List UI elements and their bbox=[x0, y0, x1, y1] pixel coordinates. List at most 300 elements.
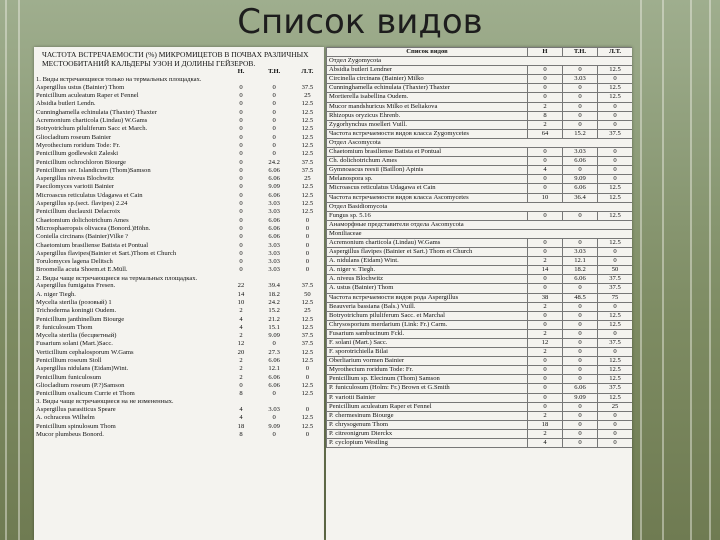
frequency-value: 12.5 bbox=[301, 298, 314, 306]
frequency-value: 2 bbox=[528, 429, 563, 438]
table-row bbox=[327, 275, 633, 284]
frequency-value: 6.06 bbox=[563, 384, 598, 393]
frequency-value: 9.09 bbox=[268, 183, 280, 191]
frequency-value: 8 bbox=[528, 111, 563, 120]
frequency-value: 3.03 bbox=[563, 248, 598, 257]
frequency-value: 0 bbox=[563, 348, 598, 357]
right-table-header-row bbox=[327, 48, 633, 57]
table-row bbox=[327, 339, 633, 348]
species-name: Coniella circinans (Bainier)Vilke ? bbox=[36, 233, 129, 241]
slide-title: Список видов bbox=[237, 2, 483, 42]
species-name: Torulomyces lagena Delitsch bbox=[36, 258, 113, 266]
frequency-value: 12.5 bbox=[598, 375, 633, 384]
section-row bbox=[34, 275, 324, 283]
frequency-value: 0 bbox=[239, 249, 243, 257]
frequency-value: 0 bbox=[528, 184, 563, 193]
frequency-value: 6.06 bbox=[268, 166, 280, 174]
frequency-value: 12 bbox=[237, 340, 245, 348]
frequency-value: 12.5 bbox=[301, 108, 314, 116]
frequency-value: 37.5 bbox=[598, 129, 633, 138]
frequency-value: 0 bbox=[598, 111, 633, 120]
frequency-value: 0 bbox=[563, 357, 598, 366]
species-name: Penicillium aculeatum Raper et Fennel bbox=[327, 402, 528, 411]
frequency-value: 0 bbox=[598, 329, 633, 338]
frequency-value: 0 bbox=[239, 100, 243, 108]
frequency-value: 22 bbox=[237, 282, 245, 290]
frequency-value: 3.03 bbox=[268, 200, 280, 208]
left-col-header: Т.Н. bbox=[268, 68, 281, 75]
table-row bbox=[327, 175, 633, 184]
frequency-value: 0 bbox=[239, 150, 243, 158]
table-row bbox=[34, 390, 324, 398]
frequency-value: 0 bbox=[272, 83, 276, 91]
frequency-value: 2 bbox=[239, 373, 243, 381]
species-name: Penicillium ochrochloron Biourge bbox=[36, 158, 126, 166]
frequency-value: 3.03 bbox=[268, 208, 280, 216]
table-row bbox=[34, 282, 324, 290]
species-name: Gliocladium roseum Bainier bbox=[36, 133, 112, 141]
frequency-value: 4 bbox=[528, 166, 563, 175]
table-row bbox=[34, 374, 324, 382]
table-row bbox=[327, 439, 633, 448]
frequency-value: 0 bbox=[305, 430, 310, 438]
frequency-value: 3.03 bbox=[268, 241, 280, 249]
species-name: Penicillium aculeatum Raper et Fennel bbox=[36, 92, 139, 100]
frequency-value: 24.2 bbox=[268, 298, 280, 306]
frequency-value: 0 bbox=[239, 125, 243, 133]
frequency-value: 6.06 bbox=[268, 381, 280, 389]
species-name: Beauveria bassiana (Bals.) Vuill. bbox=[327, 302, 528, 311]
species-name: Penicillium duclauxii Delacroix bbox=[36, 208, 121, 216]
frequency-value: 37.5 bbox=[301, 340, 314, 348]
species-name: P. funiculosum (Holm: Fr.) Brown et G.Smith bbox=[327, 384, 528, 393]
frequency-value: 0 bbox=[272, 133, 276, 141]
table-row bbox=[327, 129, 633, 138]
table-row bbox=[34, 250, 324, 258]
table-row bbox=[327, 157, 633, 166]
frequency-value: 0 bbox=[528, 175, 563, 184]
species-name: Myrothecium roridum Tode: Fr. bbox=[327, 366, 528, 375]
frequency-value: 3.03 bbox=[268, 406, 280, 414]
table-row bbox=[327, 120, 633, 129]
left-col-header: Л.Т. bbox=[301, 68, 314, 75]
frequency-value: 37.5 bbox=[301, 83, 314, 91]
frequency-value: 9.09 bbox=[268, 332, 280, 340]
table-row bbox=[34, 307, 324, 315]
frequency-value: 24.2 bbox=[268, 158, 280, 166]
frequency-value: 14 bbox=[237, 290, 245, 298]
species-name: Penicillium ser. Islandicum (Thom)Samson bbox=[36, 166, 151, 174]
table-row bbox=[327, 266, 633, 275]
frequency-value: 3.03 bbox=[268, 249, 280, 257]
section-title: Отдел Basidiomycota bbox=[327, 202, 633, 211]
frequency-value: 0 bbox=[598, 348, 633, 357]
section-row bbox=[327, 57, 633, 66]
frequency-value: 2 bbox=[528, 329, 563, 338]
table-row bbox=[34, 167, 324, 175]
table-row bbox=[327, 184, 633, 193]
frequency-value: 0 bbox=[528, 84, 563, 93]
frequency-value: 12.5 bbox=[301, 141, 314, 149]
species-name: Chaetomium brasiliense Batista et Pontual bbox=[327, 148, 528, 157]
frequency-value: 48.5 bbox=[563, 293, 598, 302]
frequency-value: 6.06 bbox=[268, 191, 280, 199]
frequency-value: 18 bbox=[528, 420, 563, 429]
left-document-page bbox=[34, 47, 324, 540]
frequency-value: 6.06 bbox=[268, 233, 280, 241]
frequency-value: 0 bbox=[305, 233, 310, 241]
frequency-value: 6.06 bbox=[268, 224, 280, 232]
species-name: Myrothecium roridum Tode: Fr. bbox=[36, 141, 121, 149]
frequency-value: 0 bbox=[598, 439, 633, 448]
frequency-value: 64 bbox=[528, 129, 563, 138]
species-name: Aspergillus nidulans (Eidam)Wint. bbox=[36, 365, 129, 373]
species-name: Gliocladium roseum (P.?)Samson bbox=[36, 381, 125, 389]
section-title: Отдел Zygomycota bbox=[327, 57, 633, 66]
frequency-value: 0 bbox=[598, 257, 633, 266]
frequency-value: 0 bbox=[528, 384, 563, 393]
frequency-value: 0 bbox=[563, 102, 598, 111]
species-name: Penicillium janthinellum Biourge bbox=[36, 315, 125, 323]
frequency-value: 0 bbox=[239, 266, 243, 274]
table-row bbox=[327, 193, 633, 202]
left-table-heading: ЧАСТОТА ВСТРЕЧАЕМОСТИ (%) МИКРОМИЦЕТОВ В ПОЧВАХ РАЗЛИЧНЫХ МЕСТООБИТАНИЙ КАЛЬДЕРЫ УЗОН И ДОЛИНЫ ГЕЙЗЕРОВ. bbox=[42, 50, 309, 68]
frequency-value: 14 bbox=[528, 266, 563, 275]
frequency-value: 4 bbox=[239, 414, 243, 422]
frequency-value: 12.5 bbox=[301, 381, 314, 389]
frequency-value: 0 bbox=[528, 248, 563, 257]
frequency-value: 0 bbox=[598, 429, 633, 438]
frequency-value: 12.5 bbox=[301, 133, 314, 141]
frequency-value: 37.5 bbox=[598, 284, 633, 293]
frequency-value: 12.5 bbox=[301, 414, 314, 422]
frequency-value: 39.4 bbox=[268, 282, 280, 290]
frequency-value: 12.5 bbox=[301, 150, 314, 158]
frequency-value: 0 bbox=[305, 241, 310, 249]
frequency-value: 0 bbox=[528, 320, 563, 329]
frequency-value: 0 bbox=[239, 381, 243, 389]
species-name: Microascus reticulatus Udagawa et Cain bbox=[36, 191, 143, 199]
frequency-value: 0 bbox=[528, 311, 563, 320]
table-row bbox=[34, 217, 324, 225]
frequency-value: 12.5 bbox=[598, 184, 633, 193]
table-row bbox=[327, 166, 633, 175]
frequency-value: 0 bbox=[528, 375, 563, 384]
table-row bbox=[327, 329, 633, 338]
table-row bbox=[34, 266, 324, 274]
frequency-value: 12.5 bbox=[301, 183, 314, 191]
frequency-value: 0 bbox=[239, 166, 243, 174]
frequency-value: 4 bbox=[239, 323, 243, 331]
frequency-value: 12.5 bbox=[598, 366, 633, 375]
frequency-value: 12.5 bbox=[301, 200, 314, 208]
table-row bbox=[34, 125, 324, 133]
species-name: Aspergillus ustus (Bainier) Thom bbox=[36, 83, 125, 91]
species-name: Chrysosporium merdarium (Link: Fr.) Carm. bbox=[327, 320, 528, 329]
table-row bbox=[327, 211, 633, 220]
frequency-value: 12.5 bbox=[301, 125, 314, 133]
frequency-value: 12.5 bbox=[598, 84, 633, 93]
species-name: Частота встречаемости видов класса Ascomycetes bbox=[327, 193, 528, 202]
table-row bbox=[34, 183, 324, 191]
frequency-value: 0 bbox=[272, 340, 276, 348]
frequency-value: 2 bbox=[528, 102, 563, 111]
table-row bbox=[327, 375, 633, 384]
frequency-value: 3.03 bbox=[563, 75, 598, 84]
species-name: Частота встречаемости видов рода Aspergillus bbox=[327, 293, 528, 302]
species-name: Cunninghamella echinulata (Thaxter) Thaxter bbox=[327, 84, 528, 93]
species-name: P. cyclopium Westling bbox=[327, 439, 528, 448]
left-frequency-table bbox=[34, 68, 324, 439]
frequency-value: 6.06 bbox=[563, 275, 598, 284]
frequency-value: 12.5 bbox=[301, 315, 314, 323]
table-row bbox=[327, 248, 633, 257]
table-row bbox=[34, 291, 324, 299]
frequency-value: 50 bbox=[304, 290, 311, 298]
section-row bbox=[34, 398, 324, 406]
frequency-value: 0 bbox=[563, 93, 598, 102]
species-name: Trichoderma koningii Oudem. bbox=[36, 307, 117, 315]
frequency-value: 0 bbox=[239, 191, 243, 199]
frequency-value: 0 bbox=[563, 366, 598, 375]
species-name: Aspergillus parasiticus Speare bbox=[36, 406, 116, 414]
frequency-value: 0 bbox=[528, 238, 563, 247]
frequency-value: 0 bbox=[305, 249, 310, 257]
frequency-value: 12.5 bbox=[301, 191, 314, 199]
frequency-value: 0 bbox=[598, 166, 633, 175]
species-name: Частота встречаемости видов класса Zygomycetes bbox=[327, 129, 528, 138]
species-name: Penicillium spinulosum Thom bbox=[36, 422, 116, 430]
frequency-value: 0 bbox=[239, 183, 243, 191]
species-name: Circinella circinans (Bainier) Milko bbox=[327, 75, 528, 84]
frequency-value: 0 bbox=[528, 93, 563, 102]
frequency-value: 0 bbox=[528, 393, 563, 402]
species-name: Aspergillus niveus Blochwitz bbox=[36, 175, 114, 183]
species-name: Fusarium solani (Mart.)Sacc. bbox=[36, 340, 113, 348]
species-name: Mortierella isabellina Oudem. bbox=[327, 93, 528, 102]
section-title: Moniliaceae bbox=[327, 229, 633, 238]
frequency-value: 0 bbox=[563, 111, 598, 120]
frequency-value: 12.5 bbox=[598, 193, 633, 202]
frequency-value: 0 bbox=[239, 141, 243, 149]
table-row bbox=[34, 382, 324, 390]
frequency-value: 0 bbox=[528, 366, 563, 375]
frequency-value: 6.06 bbox=[268, 356, 280, 364]
table-row bbox=[34, 225, 324, 233]
frequency-value: 36.4 bbox=[563, 193, 598, 202]
frequency-value: 0 bbox=[598, 120, 633, 129]
frequency-value: 12 bbox=[528, 339, 563, 348]
table-row bbox=[327, 84, 633, 93]
species-name: Rhizopus oryzicus Ehrenb. bbox=[327, 111, 528, 120]
frequency-value: 12.5 bbox=[598, 66, 633, 75]
frequency-value: 0 bbox=[305, 224, 310, 232]
frequency-value: 0 bbox=[305, 216, 310, 224]
frequency-value: 0 bbox=[272, 141, 276, 149]
frequency-value: 0 bbox=[528, 275, 563, 284]
table-row bbox=[34, 200, 324, 208]
frequency-value: 0 bbox=[528, 211, 563, 220]
frequency-value: 37.5 bbox=[598, 384, 633, 393]
frequency-value: 0 bbox=[305, 406, 310, 414]
species-name: Microsphaeropsis olivacea (Bonord.)Höhn. bbox=[36, 224, 151, 232]
species-name: Melanospora sp. bbox=[327, 175, 528, 184]
frequency-value: 37.5 bbox=[301, 332, 314, 340]
species-name: Penicillium funiculosum bbox=[36, 373, 102, 381]
frequency-value: 12.1 bbox=[563, 257, 598, 266]
table-row bbox=[34, 117, 324, 125]
frequency-value: 12.5 bbox=[598, 393, 633, 402]
frequency-value: 12.5 bbox=[301, 208, 314, 216]
frequency-value: 25 bbox=[598, 402, 633, 411]
section-row bbox=[327, 220, 633, 229]
frequency-value: 9.09 bbox=[563, 393, 598, 402]
table-row bbox=[327, 366, 633, 375]
frequency-value: 2 bbox=[528, 348, 563, 357]
frequency-value: 0 bbox=[563, 66, 598, 75]
right-col-header: Н bbox=[528, 48, 563, 57]
frequency-value: 0 bbox=[563, 166, 598, 175]
species-name: Absidia butleri Lendner bbox=[327, 66, 528, 75]
frequency-value: 37.5 bbox=[598, 275, 633, 284]
frequency-value: 0 bbox=[239, 175, 243, 183]
frequency-value: 0 bbox=[239, 83, 243, 91]
frequency-value: 3.03 bbox=[563, 148, 598, 157]
species-name: Aspergillus flavipes(Bainier et Sart.)Thom et Church bbox=[36, 249, 177, 257]
frequency-value: 0 bbox=[239, 158, 243, 166]
frequency-value: 0 bbox=[239, 216, 243, 224]
frequency-value: 2 bbox=[239, 307, 243, 315]
table-row bbox=[34, 299, 324, 307]
table-row bbox=[327, 384, 633, 393]
table-row bbox=[34, 242, 324, 250]
frequency-value: 18.2 bbox=[563, 266, 598, 275]
frequency-value: 2 bbox=[528, 302, 563, 311]
frequency-value: 37.5 bbox=[301, 158, 314, 166]
frequency-value: 0 bbox=[528, 357, 563, 366]
frequency-value: 0 bbox=[239, 92, 243, 100]
right-document-page bbox=[326, 47, 632, 540]
section-title: 3. Виды чаще встречающиеся на не измененных. bbox=[36, 398, 174, 406]
table-row bbox=[327, 238, 633, 247]
frequency-value: 0 bbox=[239, 108, 243, 116]
species-name: F. sporotrichiella Bilai bbox=[327, 348, 528, 357]
frequency-value: 0 bbox=[528, 75, 563, 84]
frequency-value: 12.5 bbox=[598, 357, 633, 366]
species-name: F. solani (Mart.) Sacc. bbox=[327, 339, 528, 348]
frequency-value: 2 bbox=[239, 365, 243, 373]
table-row bbox=[327, 93, 633, 102]
frequency-value: 0 bbox=[305, 365, 310, 373]
frequency-value: 3.03 bbox=[268, 266, 280, 274]
table-row bbox=[34, 150, 324, 158]
frequency-value: 21.2 bbox=[268, 315, 280, 323]
frequency-value: 12.5 bbox=[598, 211, 633, 220]
frequency-value: 0 bbox=[528, 66, 563, 75]
frequency-value: 0 bbox=[598, 175, 633, 184]
frequency-value: 0 bbox=[563, 84, 598, 93]
table-row bbox=[327, 284, 633, 293]
frequency-value: 37.5 bbox=[598, 339, 633, 348]
frequency-value: 2 bbox=[528, 257, 563, 266]
frequency-value: 0 bbox=[598, 148, 633, 157]
species-name: P. variotii Bainier bbox=[327, 393, 528, 402]
left-table-header-row bbox=[34, 68, 324, 76]
section-row bbox=[327, 202, 633, 211]
right-col-header: Список видов bbox=[327, 48, 528, 57]
frequency-value: 0 bbox=[239, 258, 243, 266]
frequency-value: 9.09 bbox=[268, 422, 280, 430]
table-row bbox=[34, 109, 324, 117]
table-row bbox=[34, 349, 324, 357]
species-name: A. nidulans (Eidam) Wint. bbox=[327, 257, 528, 266]
species-name: Mycelia sterilia (розовый) 1 bbox=[36, 298, 112, 306]
table-row bbox=[34, 84, 324, 92]
table-row bbox=[327, 111, 633, 120]
right-col-header: Л.Т. bbox=[598, 48, 633, 57]
frequency-value: 0 bbox=[563, 329, 598, 338]
table-row bbox=[327, 402, 633, 411]
frequency-value: 25 bbox=[304, 92, 311, 100]
left-col-header: Н. bbox=[237, 68, 245, 75]
table-row bbox=[327, 293, 633, 302]
frequency-value: 0 bbox=[598, 420, 633, 429]
frequency-value: 0 bbox=[239, 133, 243, 141]
table-row bbox=[327, 411, 633, 420]
frequency-value: 0 bbox=[598, 248, 633, 257]
frequency-value: 12.5 bbox=[301, 390, 314, 398]
frequency-value: 0 bbox=[272, 100, 276, 108]
table-row bbox=[34, 340, 324, 348]
right-species-table bbox=[326, 47, 632, 448]
frequency-value: 0 bbox=[598, 302, 633, 311]
species-name: Verticillium cephalosporum W.Gams bbox=[36, 348, 134, 356]
frequency-value: 6.06 bbox=[268, 175, 280, 183]
frequency-value: 0 bbox=[563, 238, 598, 247]
frequency-value: 50 bbox=[598, 266, 633, 275]
frequency-value: 0 bbox=[528, 284, 563, 293]
frequency-value: 2 bbox=[528, 120, 563, 129]
table-row bbox=[34, 316, 324, 324]
species-name: Penicillium roseum Stoll bbox=[36, 356, 102, 364]
table-row bbox=[327, 357, 633, 366]
frequency-value: 25 bbox=[304, 175, 311, 183]
species-name: A. niger Tiegh. bbox=[36, 290, 76, 298]
frequency-value: 12.5 bbox=[598, 238, 633, 247]
frequency-value: 6.06 bbox=[563, 184, 598, 193]
frequency-value: 0 bbox=[272, 92, 276, 100]
species-name: A. ochraceus Wilhelm bbox=[36, 414, 95, 422]
frequency-value: 6.06 bbox=[268, 373, 280, 381]
frequency-value: 0 bbox=[563, 311, 598, 320]
frequency-value: 15.2 bbox=[563, 129, 598, 138]
frequency-value: 0 bbox=[305, 266, 310, 274]
species-name: Absidia butleri Lendn. bbox=[36, 100, 96, 108]
frequency-value: 0 bbox=[272, 390, 276, 398]
frequency-value: 2 bbox=[239, 356, 243, 364]
frequency-value: 0 bbox=[528, 157, 563, 166]
table-row bbox=[34, 357, 324, 365]
species-name: Broomella acuta Shoem.et E.Müll. bbox=[36, 266, 128, 274]
frequency-value: 0 bbox=[598, 75, 633, 84]
species-name: Mycelia sterilia (бесцветный) bbox=[36, 332, 117, 340]
section-row bbox=[327, 138, 633, 147]
table-row bbox=[34, 92, 324, 100]
frequency-value: 0 bbox=[272, 150, 276, 158]
species-name: P. funiculosum Thom bbox=[36, 323, 93, 331]
table-row bbox=[327, 102, 633, 111]
frequency-value: 0 bbox=[563, 120, 598, 129]
